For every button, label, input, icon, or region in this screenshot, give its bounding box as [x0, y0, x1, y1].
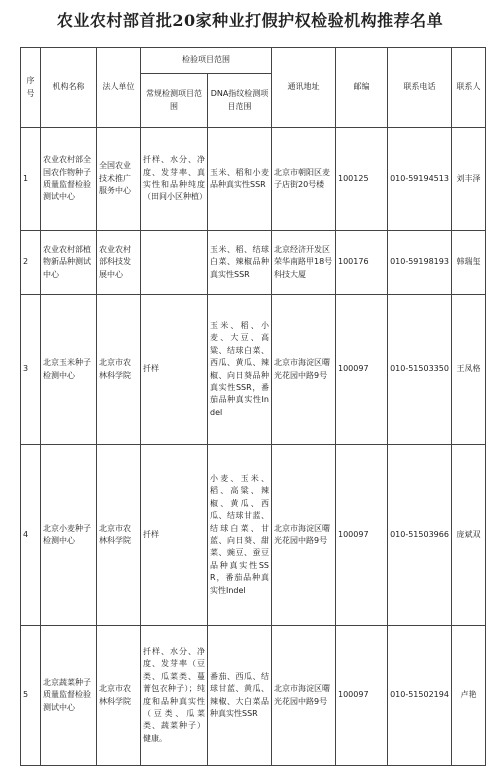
cell-name: 农业农村部植物新品种测试中心: [41, 231, 97, 295]
table-row: [21, 626, 486, 766]
cell-seq: 5: [21, 626, 41, 766]
cell-legal-unit: 北京市农林科学院: [97, 626, 141, 766]
cell-legal-unit: 农业农村部科技发展中心: [97, 231, 141, 295]
cell-seq: 3: [21, 295, 41, 445]
cell-legal-unit: 北京市农林科学院: [97, 295, 141, 445]
cell-dna: 玉米、稻和小麦品种真实性SSR: [208, 128, 272, 231]
header-contact: 联系人: [452, 48, 486, 128]
header-scope: 检验项目范围: [141, 48, 272, 74]
cell-regular: 扦样、水分、净度、发芽率、真实性和品种纯度（田间小区种植）: [141, 128, 208, 231]
cell-seq: 1: [21, 128, 41, 231]
cell-dna: 玉米、稻、小麦、大豆、高粱、结球白菜、西瓜、黄瓜、辣椒、向日葵品种真实性SSR，番茄品种真实性Indel: [208, 295, 272, 445]
cell-regular: 扦样: [141, 295, 208, 445]
header-dna: DNA指纹检测项目范围: [208, 74, 272, 128]
cell-postcode: 100097: [336, 445, 388, 626]
cell-phone: 010-51503350: [388, 295, 452, 445]
cell-name: 北京蔬菜种子质量监督检验测试中心: [41, 626, 97, 766]
cell-regular: [141, 231, 208, 295]
cell-contact: 庞斌双: [452, 445, 486, 626]
cell-postcode: 100176: [336, 231, 388, 295]
institution-table: [20, 47, 486, 766]
cell-contact: 韩瑞玺: [452, 231, 486, 295]
cell-postcode: 100097: [336, 295, 388, 445]
cell-seq: 4: [21, 445, 41, 626]
cell-address: 北京市海淀区曙光花园中路9号: [272, 445, 336, 626]
cell-regular: 扦样、水分、净度、发芽率（豆类、瓜菜类、蔓菁包衣种子）；纯度和品种真实性（豆类、瓜菜类、蔬菜种子）健康。: [141, 626, 208, 766]
cell-address: 北京市朝阳区麦子店街20号楼: [272, 128, 336, 231]
cell-name: 北京玉米种子检测中心: [41, 295, 97, 445]
header-address: 通讯地址: [272, 48, 336, 128]
header-legal-unit: 法人单位: [97, 48, 141, 128]
page-title: 农业农村部首批20家种业打假护权检验机构推荐名单: [56, 11, 444, 30]
cell-legal-unit: 全国农业技术推广服务中心: [97, 128, 141, 231]
cell-postcode: 100097: [336, 626, 388, 766]
header-seq: 序号: [21, 48, 41, 128]
cell-dna: 玉米、稻、结球白菜、辣椒品种真实性SSR: [208, 231, 272, 295]
header-regular: 常规检测项目范围: [141, 74, 208, 128]
header-name: 机构名称: [41, 48, 97, 128]
table-row: [21, 128, 486, 231]
cell-seq: 2: [21, 231, 41, 295]
cell-legal-unit: 北京市农林科学院: [97, 445, 141, 626]
cell-phone: 010-59198193: [388, 231, 452, 295]
cell-name: 北京小麦种子检测中心: [41, 445, 97, 626]
header-phone: 联系电话: [388, 48, 452, 128]
cell-phone: 010-59194513: [388, 128, 452, 231]
header-postcode: 邮编: [336, 48, 388, 128]
table-row: [21, 295, 486, 445]
cell-phone: 010-51503966: [388, 445, 452, 626]
cell-address: 北京市海淀区曙光花园中路9号: [272, 626, 336, 766]
cell-contact: 刘丰泽: [452, 128, 486, 231]
cell-address: 北京市海淀区曙光花园中路9号: [272, 295, 336, 445]
cell-regular: 扦样: [141, 445, 208, 626]
cell-contact: 卢艳: [452, 626, 486, 766]
header-row-top: [21, 48, 486, 74]
cell-contact: 王凤格: [452, 295, 486, 445]
cell-dna: 番茄、西瓜、结球甘蓝、黄瓜、辣椒、大白菜品种真实性SSR: [208, 626, 272, 766]
cell-postcode: 100125: [336, 128, 388, 231]
cell-phone: 010-51502194: [388, 626, 452, 766]
table-row: [21, 231, 486, 295]
table-row: [21, 445, 486, 626]
cell-dna: 小麦、玉米、稻、高粱、辣椒、黄瓜、西瓜、结球甘蓝、结球白菜、甘蓝、向日葵、甜菜、豌豆、蚕豆品种真实性SSR，番茄品种真实性Indel: [208, 445, 272, 626]
cell-name: 农业农村部全国农作物种子质量监督检验测试中心: [41, 128, 97, 231]
cell-address: 北京经济开发区荣华南路甲18号科技大厦: [272, 231, 336, 295]
